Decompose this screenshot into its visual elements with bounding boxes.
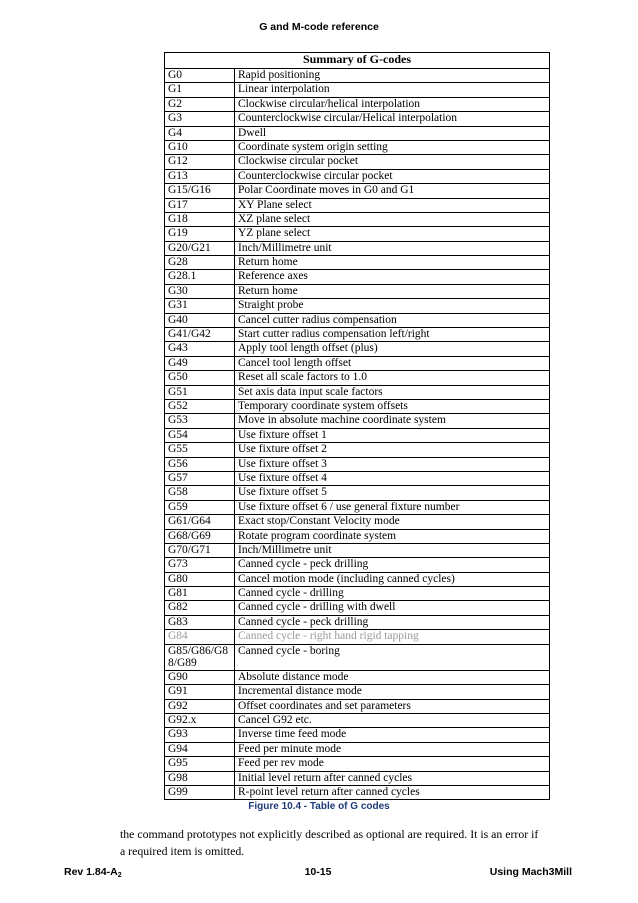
description-cell: Incremental distance mode: [235, 685, 550, 699]
gcode-cell: G92.x: [165, 713, 235, 727]
description-cell: Polar Coordinate moves in G0 and G1: [235, 184, 550, 198]
description-cell: Canned cycle - peck drilling: [235, 615, 550, 629]
description-cell: Apply tool length offset (plus): [235, 342, 550, 356]
description-cell: Temporary coordinate system offsets: [235, 399, 550, 413]
table-row: [165, 227, 550, 241]
description-cell: Rapid positioning: [235, 69, 550, 83]
gcode-cell: G54: [165, 428, 235, 442]
gcode-cell: G50: [165, 371, 235, 385]
table-row: [165, 670, 550, 684]
table-row: [165, 486, 550, 500]
description-cell: Use fixture offset 2: [235, 443, 550, 457]
gcode-cell: G18: [165, 212, 235, 226]
gcode-cell: G53: [165, 414, 235, 428]
description-cell: Use fixture offset 1: [235, 428, 550, 442]
table-row: [165, 112, 550, 126]
table-row: [165, 742, 550, 756]
gcode-cell: G49: [165, 356, 235, 370]
table-row: [165, 270, 550, 284]
description-cell: Canned cycle - drilling: [235, 587, 550, 601]
table-row: [165, 699, 550, 713]
footer-page-number: 10-15: [304, 866, 332, 878]
gcode-cell: G51: [165, 385, 235, 399]
table-row: [165, 313, 550, 327]
table-row: [165, 558, 550, 572]
table-row: [165, 155, 550, 169]
description-cell: Linear interpolation: [235, 83, 550, 97]
table-title: Summary of G-codes: [165, 53, 550, 69]
gcode-cell: G81: [165, 587, 235, 601]
description-cell: Inch/Millimetre unit: [235, 241, 550, 255]
table-row: [165, 615, 550, 629]
table-title-row: [165, 53, 550, 69]
gcode-cell: G15/G16: [165, 184, 235, 198]
gcode-cell: G99: [165, 785, 235, 799]
figure-caption: Figure 10.4 - Table of G codes: [248, 801, 390, 812]
table-row: [165, 529, 550, 543]
gcode-cell: G20/G21: [165, 241, 235, 255]
description-cell: XY Plane select: [235, 198, 550, 212]
table-row: [165, 198, 550, 212]
table-row: [165, 414, 550, 428]
gcode-cell: G3: [165, 112, 235, 126]
gcode-cell: G57: [165, 471, 235, 485]
gcode-cell: G52: [165, 399, 235, 413]
description-cell: Initial level return after canned cycles: [235, 771, 550, 785]
gcode-cell: G70/G71: [165, 543, 235, 557]
description-cell: Dwell: [235, 126, 550, 140]
body-paragraph: the command prototypes not explicitly described as optional are required. It is an error if a required item is omitted.: [120, 827, 539, 858]
table-row: [165, 443, 550, 457]
gcode-cell: G84: [165, 630, 235, 644]
description-cell: Cancel cutter radius compensation: [235, 313, 550, 327]
table-row: [165, 771, 550, 785]
description-cell: Canned cycle - drilling with dwell: [235, 601, 550, 615]
description-cell: Clockwise circular pocket: [235, 155, 550, 169]
table-row: [165, 757, 550, 771]
gcode-cell: G98: [165, 771, 235, 785]
gcode-cell: G30: [165, 284, 235, 298]
gcode-cell: G82: [165, 601, 235, 615]
description-cell: Use fixture offset 6 / use general fixture number: [235, 500, 550, 514]
gcode-cell: G40: [165, 313, 235, 327]
table-row: [165, 601, 550, 615]
description-cell: Canned cycle - right hand rigid tapping: [235, 630, 550, 644]
description-cell: Cancel G92 etc.: [235, 713, 550, 727]
gcode-cell: G94: [165, 742, 235, 756]
description-cell: YZ plane select: [235, 227, 550, 241]
gcode-cell: G91: [165, 685, 235, 699]
gcode-cell: G19: [165, 227, 235, 241]
table-row: [165, 457, 550, 471]
page-footer: [64, 866, 572, 880]
gcode-cell: G80: [165, 572, 235, 586]
gcode-cell: G28.1: [165, 270, 235, 284]
gcode-cell: G85/G86/G88/G89: [165, 644, 235, 670]
description-cell: Inch/Millimetre unit: [235, 543, 550, 557]
gcode-cell: G55: [165, 443, 235, 457]
gcode-cell: G17: [165, 198, 235, 212]
gcode-summary-table: [164, 52, 550, 800]
description-cell: Counterclockwise circular/Helical interpolation: [235, 112, 550, 126]
gcode-cell: G56: [165, 457, 235, 471]
gcode-cell: G90: [165, 670, 235, 684]
gcode-cell: G0: [165, 69, 235, 83]
table-row: [165, 572, 550, 586]
gcode-cell: G43: [165, 342, 235, 356]
gcode-cell: G92: [165, 699, 235, 713]
description-cell: Reset all scale factors to 1.0: [235, 371, 550, 385]
description-cell: Straight probe: [235, 299, 550, 313]
gcode-cell: G2: [165, 97, 235, 111]
gcode-cell: G61/G64: [165, 515, 235, 529]
description-cell: XZ plane select: [235, 212, 550, 226]
description-cell: Canned cycle - peck drilling: [235, 558, 550, 572]
table-row: [165, 184, 550, 198]
description-cell: Clockwise circular/helical interpolation: [235, 97, 550, 111]
table-row: [165, 685, 550, 699]
description-cell: Coordinate system origin setting: [235, 140, 550, 154]
description-cell: Set axis data input scale factors: [235, 385, 550, 399]
description-cell: Inverse time feed mode: [235, 728, 550, 742]
description-cell: Move in absolute machine coordinate system: [235, 414, 550, 428]
gcode-cell: G93: [165, 728, 235, 742]
table-row: [165, 543, 550, 557]
description-cell: Counterclockwise circular pocket: [235, 169, 550, 183]
table-row: [165, 371, 550, 385]
gcode-cell: G73: [165, 558, 235, 572]
running-header: G and M-code reference: [259, 21, 379, 33]
table-row: [165, 515, 550, 529]
gcode-cell: G83: [165, 615, 235, 629]
table-row: [165, 69, 550, 83]
description-cell: Cancel motion mode (including canned cycles): [235, 572, 550, 586]
gcode-cell: G95: [165, 757, 235, 771]
table-row: [165, 126, 550, 140]
description-cell: Cancel tool length offset: [235, 356, 550, 370]
table-row: [165, 385, 550, 399]
description-cell: Use fixture offset 3: [235, 457, 550, 471]
table-row: [165, 587, 550, 601]
description-cell: Reference axes: [235, 270, 550, 284]
table-row: [165, 728, 550, 742]
table-row: [165, 713, 550, 727]
table-row: [165, 471, 550, 485]
description-cell: Canned cycle - boring: [235, 644, 550, 670]
table-row: [165, 399, 550, 413]
table-row: [165, 97, 550, 111]
table-row: [165, 256, 550, 270]
footer-product: Using Mach3Mill: [489, 866, 572, 878]
table-row: [165, 428, 550, 442]
description-cell: Feed per rev mode: [235, 757, 550, 771]
description-cell: Return home: [235, 256, 550, 270]
gcode-cell: G31: [165, 299, 235, 313]
description-cell: Start cutter radius compensation left/right: [235, 328, 550, 342]
gcode-cell: G1: [165, 83, 235, 97]
gcode-cell: G68/G69: [165, 529, 235, 543]
gcode-cell: G12: [165, 155, 235, 169]
table-row: [165, 500, 550, 514]
description-cell: Rotate program coordinate system: [235, 529, 550, 543]
description-cell: Use fixture offset 4: [235, 471, 550, 485]
table-row: [165, 140, 550, 154]
table-row: [165, 83, 550, 97]
table-row: [165, 328, 550, 342]
gcode-cell: G4: [165, 126, 235, 140]
description-cell: Exact stop/Constant Velocity mode: [235, 515, 550, 529]
table-row: [165, 342, 550, 356]
table-row: [165, 299, 550, 313]
footer-revision-subscript: 2: [117, 872, 122, 879]
description-cell: Feed per minute mode: [235, 742, 550, 756]
gcode-cell: G28: [165, 256, 235, 270]
table-row: [165, 284, 550, 298]
description-cell: Return home: [235, 284, 550, 298]
footer-revision-text: Rev 1.84-A: [64, 866, 118, 878]
gcode-cell: G10: [165, 140, 235, 154]
gcode-cell: G13: [165, 169, 235, 183]
table-row: [165, 169, 550, 183]
table-body: [165, 69, 550, 800]
gcode-cell: G58: [165, 486, 235, 500]
description-cell: R-point level return after canned cycles: [235, 785, 550, 799]
table-row: [165, 630, 550, 644]
table-row: [165, 785, 550, 799]
description-cell: Absolute distance mode: [235, 670, 550, 684]
table-row: [165, 644, 550, 670]
table-row: [165, 356, 550, 370]
table-row: [165, 212, 550, 226]
gcode-cell: G41/G42: [165, 328, 235, 342]
table-row: [165, 241, 550, 255]
description-cell: Use fixture offset 5: [235, 486, 550, 500]
description-cell: Offset coordinates and set parameters: [235, 699, 550, 713]
gcode-cell: G59: [165, 500, 235, 514]
